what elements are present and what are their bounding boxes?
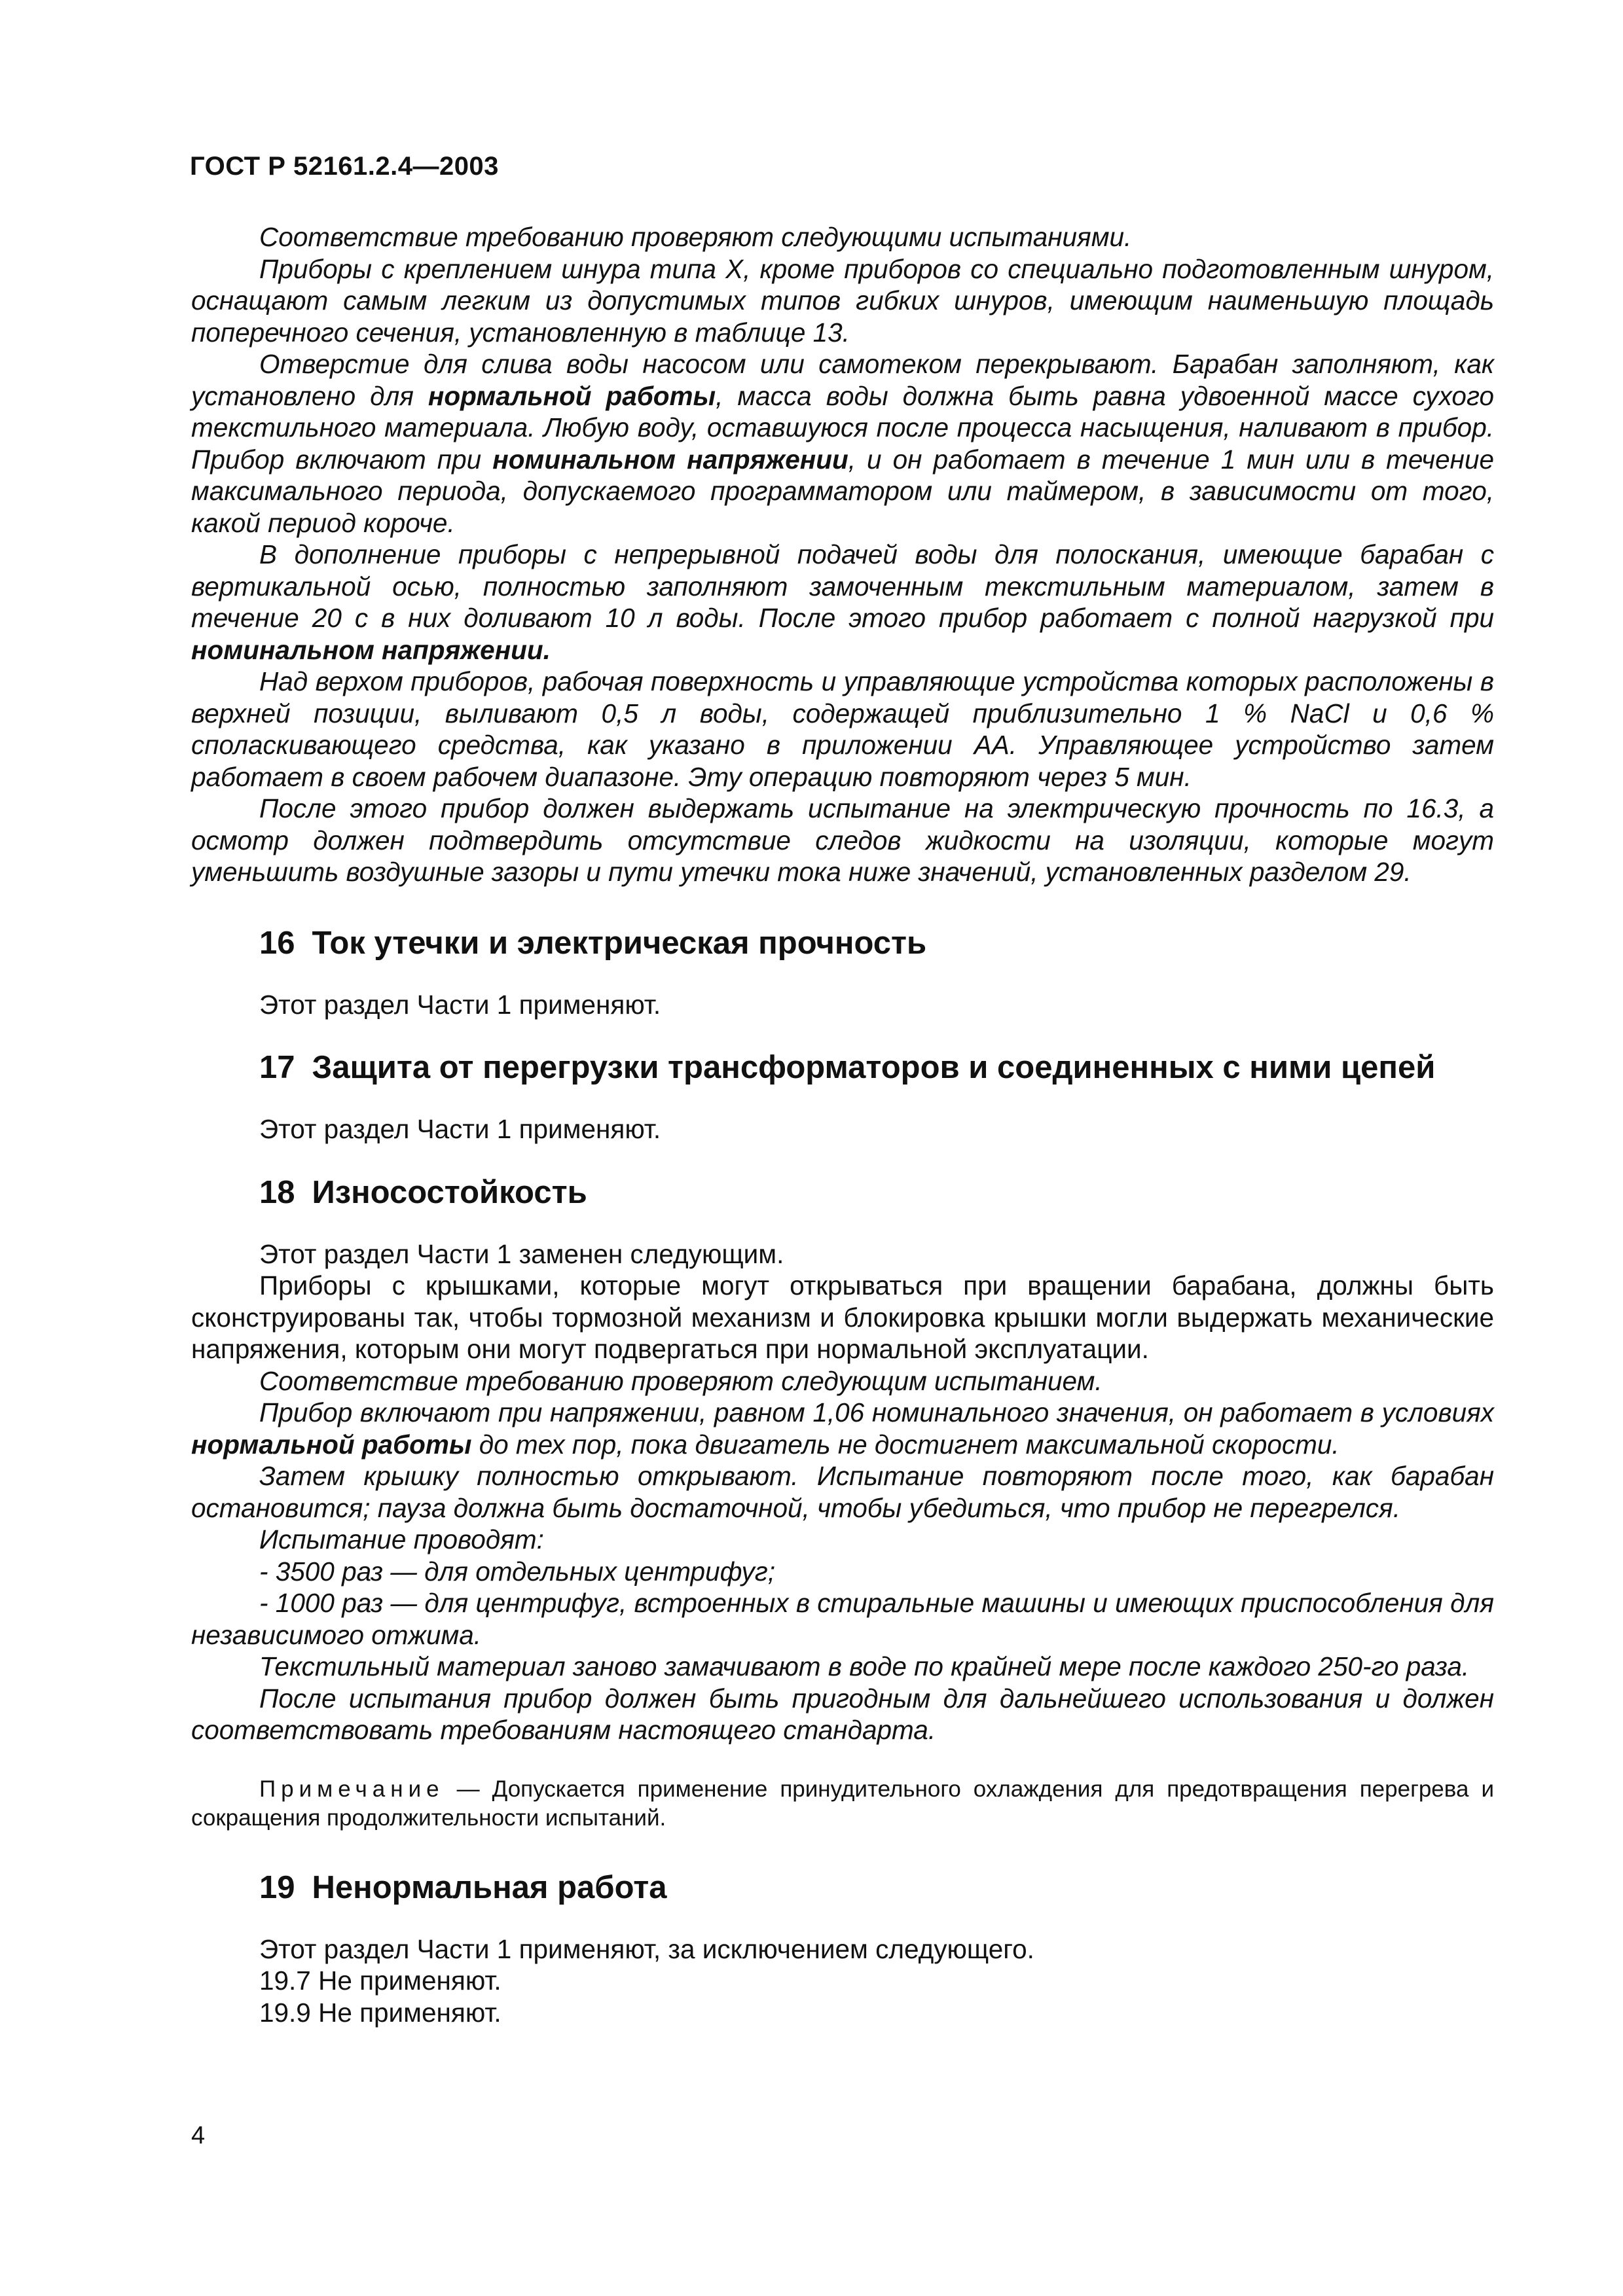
text-run: Отверстие для слива воды насосом или самотеком перекрывают. Барабан заполняют, как установлено для bbox=[191, 349, 1494, 411]
section-title: Ненормальная работа bbox=[312, 1869, 667, 1905]
page-body bbox=[191, 221, 1494, 2028]
section-19-paragraph-1: Этот раздел Части 1 применяют, за исключением следующего. bbox=[259, 1933, 1034, 1964]
list-item: - 3500 раз — для отдельных центрифуг; bbox=[259, 1556, 776, 1587]
intro-paragraph-3 bbox=[191, 348, 1494, 539]
intro-paragraph-1: Соответствие требованию проверяют следующими испытаниями. bbox=[259, 222, 1132, 252]
section-number: 19 bbox=[259, 1869, 295, 1905]
defined-term: нормальной работы bbox=[428, 380, 716, 411]
intro-paragraph-6: После этого прибор должен выдержать испытание на электрическую прочность по 16.3, а осмотр должен подтвердить отсутствие следов жидкости на изоляции, которые могут уменьшить воздушные зазоры и пути утечки тока ниже значений, установленных разделом 29. bbox=[191, 793, 1494, 887]
section-18-paragraph-2: Приборы с крышками, которые могут открываться при вращении барабана, должны быть сконструированы так, чтобы тормозной механизм и блокировка крышки могли выдержать механические напряжения, которым они могут подвергаться при нормальной эксплуатации. bbox=[191, 1270, 1494, 1364]
note-text: — Допускается применение принудительного охлаждения для предотвращения перегрева и сокращения продолжительности испытаний. bbox=[191, 1776, 1494, 1831]
section-17-text: Этот раздел Части 1 применяют. bbox=[259, 1114, 661, 1144]
section-18-paragraph-6: Испытание проводят: bbox=[259, 1524, 544, 1554]
section-19-paragraph-3: 19.9 Не применяют. bbox=[259, 1997, 501, 2028]
section-19-heading bbox=[191, 1868, 1494, 1907]
section-title: Защита от перегрузки трансформаторов и соединенных с ними цепей bbox=[312, 1050, 1436, 1085]
intro-paragraph-2: Приборы с креплением шнура типа X, кроме приборов со специально подготовленным шнуром, оснащают самым легким из допустимых типов гибких шнуров, имеющим наименьшую площадь поперечного сечения, установленную в таблице 13. bbox=[191, 253, 1494, 348]
section-18-paragraph-5: Затем крышку полностью открывают. Испытание повторяют после того, как барабан остановится; пауза должна быть достаточной, чтобы убедиться, что прибор не перегрелся. bbox=[191, 1461, 1494, 1523]
section-17-heading bbox=[191, 1048, 1494, 1087]
text-run: В дополнение приборы с непрерывной подачей воды для полоскания, имеющие барабан с вертикальной осью, полностью заполняют замоченным текстильным материалом, затем в течение 20 с в них доливают 10 л воды. После этого прибор работает с полной нагрузкой при bbox=[191, 539, 1494, 633]
section-18-paragraph-8: После испытания прибор должен быть пригодным для дальнейшего использования и должен соответствовать требованиям настоящего стандарта. bbox=[191, 1683, 1494, 1745]
intro-paragraph-5: Над верхом приборов, рабочая поверхность и управляющие устройства которых расположены в верхней позиции, выливают 0,5 л воды, содержащей приблизительно 1 % NaCl и 0,6 % споласкивающего средства, как указано в приложении АА. Управляющее устройство затем работает в своем рабочем диапазоне. Эту операцию повторяют через 5 мин. bbox=[191, 666, 1494, 792]
section-18-note bbox=[191, 1775, 1494, 1833]
intro-paragraph-4 bbox=[191, 539, 1494, 666]
section-title: Износостойкость bbox=[312, 1174, 587, 1210]
section-number: 18 bbox=[259, 1174, 295, 1210]
section-18-heading bbox=[191, 1173, 1494, 1212]
text-run: , масса воды должна быть равна удвоенной массе сухого текстильного материала. Любую воду, оставшуюся после процесса насыщения, наливают в прибор. Прибор включают при bbox=[191, 380, 1494, 475]
defined-term: номинальном напряжении bbox=[492, 444, 848, 475]
section-18-paragraph-3: Соответствие требованию проверяют следующим испытанием. bbox=[259, 1365, 1103, 1396]
section-18-paragraph-4 bbox=[191, 1397, 1494, 1460]
section-18-paragraph-7: Текстильный материал заново замачивают в воде по крайней мере после каждого 250-го раза. bbox=[259, 1651, 1470, 1681]
text-run: Прибор включают при напряжении, равном 1,06 номинального значения, он работает в условиях bbox=[259, 1397, 1494, 1427]
defined-term: нормальной работы bbox=[191, 1429, 472, 1460]
section-18-paragraph-1: Этот раздел Части 1 заменен следующим. bbox=[259, 1238, 784, 1269]
list-item: - 1000 раз — для центрифуг, встроенных в стиральные машины и имеющих приспособления для независимого отжима. bbox=[191, 1588, 1494, 1650]
page-number: 4 bbox=[191, 2122, 206, 2149]
section-number: 17 bbox=[259, 1050, 295, 1085]
section-16-text: Этот раздел Части 1 применяют. bbox=[259, 989, 661, 1020]
text-run: . bbox=[543, 634, 551, 665]
section-19-paragraph-2: 19.7 Не применяют. bbox=[259, 1965, 501, 1996]
section-16-heading bbox=[191, 924, 1494, 963]
document-code-header: ГОСТ Р 52161.2.4—2003 bbox=[190, 152, 499, 181]
section-title: Ток утечки и электрическая прочность bbox=[312, 925, 927, 961]
defined-term: номинальном напряжении bbox=[191, 634, 543, 665]
note-label: Примечание bbox=[259, 1776, 445, 1802]
text-run: до тех пор, пока двигатель не достигнет максимальной скорости. bbox=[471, 1429, 1340, 1460]
section-number: 16 bbox=[259, 925, 295, 961]
text-run: , и он работает в течение 1 мин или в течение максимального периода, допускаемого программатором или таймером, в зависимости от того, какой период короче. bbox=[191, 444, 1494, 538]
